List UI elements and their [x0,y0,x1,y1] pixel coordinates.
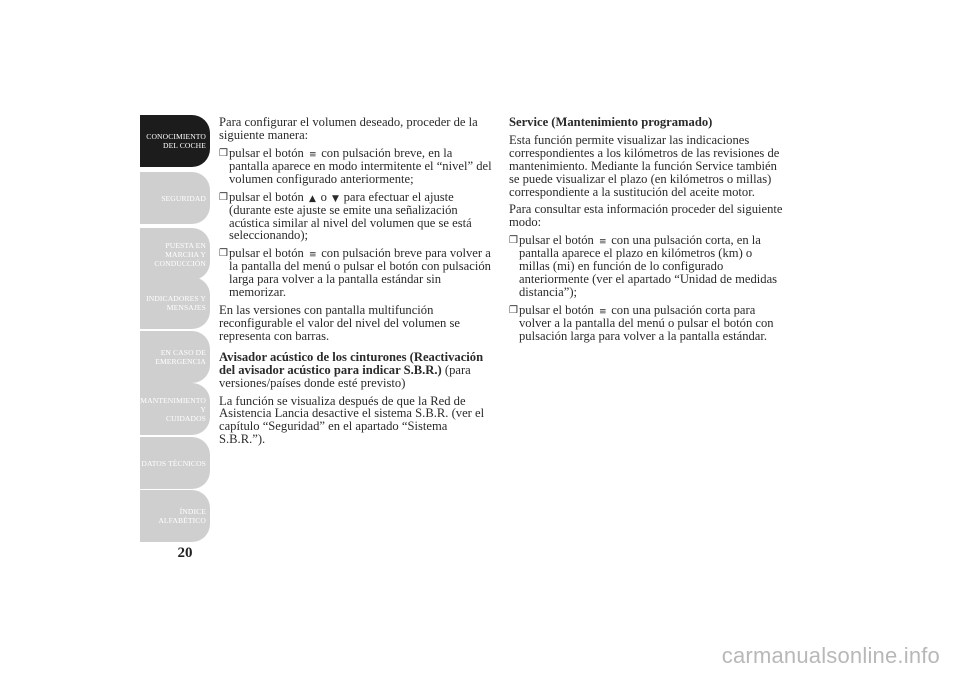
list-item: ❒ pulsar el botón ≡ con una pulsación corta, en la pantalla aparece el plazo en kilómetros (km) o millas (mi) en función de lo configurado anteriormente (ver el apartado “Unidad de medidas distancia”); [509,233,778,299]
right-column [509,116,784,348]
heading-note: (para versiones/países donde esté previsto) [219,362,471,390]
tab-indice-alfabetico[interactable]: ÍNDICE ALFABÉTICO [140,490,210,542]
set-button-icon: ≡ [309,149,317,160]
page-number: 20 [177,545,193,561]
volume-intro: Para configurar el volumen deseado, proceder de la siguiente manera: [219,115,478,142]
tab-seguridad[interactable]: SEGURIDAD [140,172,210,224]
list-item: ❒ pulsar el botón ▲ o ▼ para efectuar el ajuste (durante este ajuste se emite una señalización acústica similar al nivel del volumen que se está seleccionando); [219,189,472,243]
set-button-icon: ≡ [599,237,607,248]
list-item: ❒ pulsar el botón ≡ con una pulsación corta para volver a la pantalla del menú o pulsar el botón con pulsación larga para volver a la pantalla estándar. [509,302,774,343]
tab-mantenimiento-y-cuidados[interactable]: MANTENIMIENTO Y CUIDADOS [140,383,210,435]
plus-button-icon: ▲ [309,193,316,204]
bullet-icon: ❒ [509,304,518,316]
bullet-icon: ❒ [509,235,518,247]
bullet-icon: ❒ [219,248,228,260]
watermark: carmanualsonline.info [721,643,940,668]
multifunction-note: En las versiones con pantalla multifunción reconfigurable el valor del nivel del volumen se representa con barras. [219,303,460,343]
tab-conocimiento-del-coche[interactable]: CONOCIMIENTO DEL COCHE [140,115,210,167]
seatbelt-section [219,351,494,390]
section-heading: Avisador acústico de los cinturones (Reactivación del avisador acústico para indicar S.B.R.) [219,349,484,377]
tab-indicadores-y-mensajes[interactable]: INDICADORES Y MENSAJES [140,277,210,329]
tab-en-caso-de-emergencia[interactable]: EN CASO DE EMERGENCIA [140,331,210,383]
sbr-paragraph: La función se visualiza después de que la Red de Asistencia Lancia desactive el sistema S.B.R. (ver el capítulo “Seguridad” en el apartado “Sistema S.B.R.”). [219,393,485,447]
left-column [219,116,494,451]
bullet-icon: ❒ [219,191,228,203]
set-button-icon: ≡ [599,306,607,317]
section-heading: Service (Mantenimiento programado) [509,115,713,129]
list-item: ❒ pulsar el botón ≡ con pulsación breve, en la pantalla aparece en modo intermitente el “nivel” del volumen configurado anteriormente; [219,145,492,186]
bullet-icon: ❒ [219,147,228,159]
tab-datos-tecnicos[interactable]: DATOS TÉCNICOS [140,437,210,489]
service-paragraph: Esta función permite visualizar las indicaciones correspondientes a los kilómetros de las revisiones de mantenimiento. Mediante la función Service también se puede visualizar el plazo (en kilómetros o millas) correspondiente a la sustitución del aceite motor. [509,132,780,199]
set-button-icon: ≡ [309,250,317,261]
minus-button-icon: ▼ [332,193,339,204]
list-item: ❒ pulsar el botón ≡ con pulsación breve para volver a la pantalla del menú o pulsar el botón con pulsación larga para volver a la pantalla estándar sin memorizar. [219,246,491,300]
tab-puesta-en-marcha[interactable]: PUESTA EN MARCHA Y CONDUCCIÓN [140,228,210,280]
service-instructions: Para consultar esta información proceder del siguiente modo: [509,202,783,230]
